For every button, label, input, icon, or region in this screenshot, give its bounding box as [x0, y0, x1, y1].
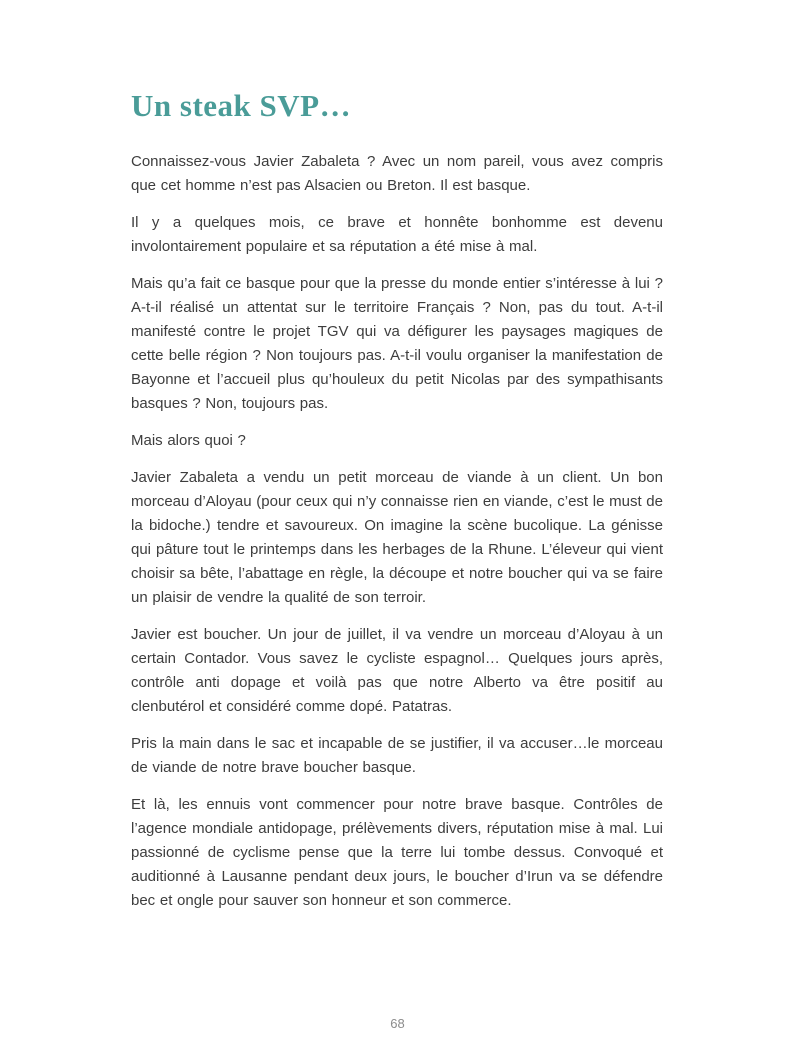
paragraph-7: Pris la main dans le sac et incapable de se justifier, il va accuser…le morceau de viande de notre brave boucher basque. — [131, 735, 663, 776]
document-content — [131, 88, 663, 926]
paragraph-6: Javier est boucher. Un jour de juillet, il va vendre un morceau d’Aloyau à un certain Contador. Vous savez le cycliste espagnol… Quelques jours après, contrôle anti dopage et voilà pas que notre Alberto va être positif au clenbutérol et considéré comme dopé. Patatras. — [131, 626, 663, 715]
paragraph-2: Il y a quelques mois, ce brave et honnête bonhomme est devenu involontairement populaire et sa réputation a été mise à mal. — [131, 214, 663, 255]
paragraph-1: Connaissez-vous Javier Zabaleta ? Avec un nom pareil, vous avez compris que cet homme n’est pas Alsacien ou Breton. Il est basque. — [131, 153, 663, 194]
paragraph-5: Javier Zabaleta a vendu un petit morceau de viande à un client. Un bon morceau d’Aloyau (pour ceux qui n’y connaisse rien en viande, c’est le must de la bidoche.) tendre et savoureux. On imagine la scène bucolique. La génisse qui pâture tout le printemps dans les herbages de la Rhune. L’éleveur qui vient choisir sa bête, l’abattage en règle, la découpe et notre boucher qui va se faire un plaisir de vendre la qualité de son terroir. — [131, 469, 663, 606]
paragraph-4: Mais alors quoi ? — [131, 432, 246, 449]
paragraph-8: Et là, les ennuis vont commencer pour notre brave basque. Contrôles de l’agence mondiale antidopage, prélèvements divers, réputation mise à mal. Lui passionné de cyclisme pense que la terre lui tombe dessus. Convoqué et auditionné à Lausanne pendant deux jours, le boucher d’Irun va se défendre bec et ongle pour sauver son honneur et son commerce. — [131, 796, 663, 909]
paragraph-3: Mais qu’a fait ce basque pour que la presse du monde entier s’intéresse à lui ? A-t-il réalisé un attentat sur le territoire Français ? Non, pas du tout. A-t-il manifesté contre le projet TGV qui va défigurer les paysages magiques de cette belle région ? Non toujours pas. A-t-il voulu organiser la manifestation de Bayonne et l’accueil plus qu’houleux du petit Nicolas par des sympathisants basques ? Non, toujours pas. — [131, 275, 663, 412]
page-title: Un steak SVP… — [131, 88, 352, 123]
page-number: 68 — [390, 1016, 405, 1031]
